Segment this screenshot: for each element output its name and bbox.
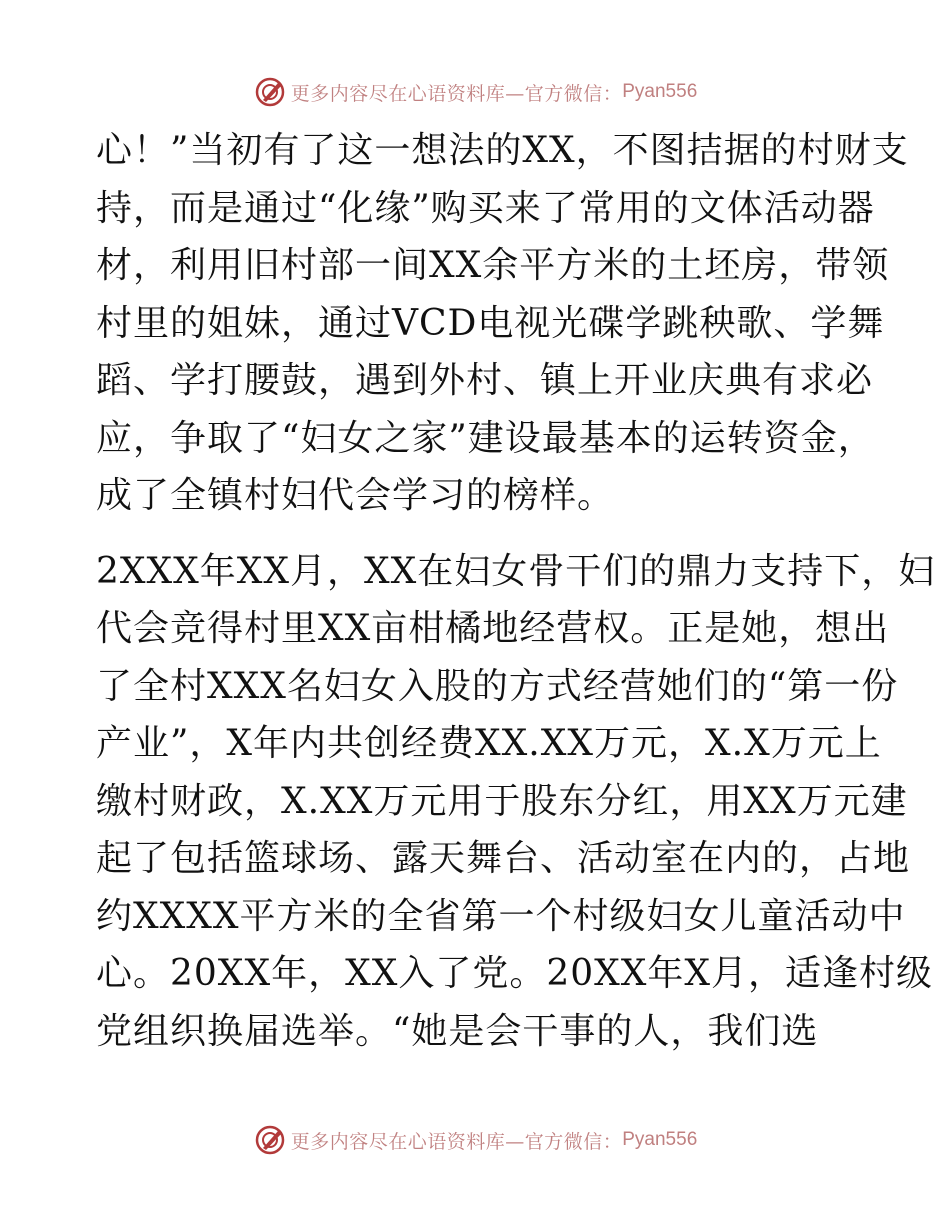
- text-line: 党组织换届选举。“她是会干事的人，我们选: [96, 1010, 819, 1052]
- text-line: 产业”，X年内共创经费XX.XX万元，X.X万元上: [96, 723, 882, 764]
- text-line: 应，争取了“妇女之家”建设最基本的运转资金，: [96, 417, 875, 459]
- text-line: 了全村XXX名妇女入股的方式经营她们的“第一份: [96, 665, 899, 707]
- text-line: 心。20XX年，XX入了党。20XX年X月，适逢村级: [96, 953, 934, 994]
- footer-wechat-id: Pyan556: [622, 1129, 698, 1150]
- brand-logo-icon: [253, 1123, 287, 1157]
- header-wechat-id: Pyan556: [622, 81, 698, 102]
- header-banner-text: 更多内容尽在心语资料库—官方微信：: [290, 82, 623, 105]
- paragraph-1: [96, 122, 909, 525]
- text-line: 成了全镇村妇代会学习的榜样。: [96, 475, 615, 516]
- text-line: 材，利用旧村部一间XX余平方米的土坯房，带领: [96, 245, 890, 286]
- footer-banner: [0, 1120, 950, 1160]
- text-line: 起了包括篮球场、露天舞台、活动室在内的，占地: [96, 838, 911, 879]
- text-line: 村里的姐妹，通过VCD电视光碟学跳秧歌、学舞: [96, 302, 885, 344]
- text-line: 蹈、学打腰鼓，遇到外村、镇上开业庆典有求必: [96, 360, 874, 401]
- header-banner: [0, 72, 950, 112]
- text-line: 代会竞得村里XX亩柑橘地经营权。正是她，想出: [96, 608, 890, 649]
- paragraph-2: [96, 543, 936, 1061]
- footer-banner-text: 更多内容尽在心语资料库—官方微信：: [290, 1130, 623, 1153]
- text-line: 心！”当初有了这一想法的XX，不图拮据的村财支: [96, 130, 909, 171]
- document-body: [96, 122, 936, 1060]
- text-line: 缴村财政，X.XX万元用于股东分红，用XX万元建: [96, 780, 908, 822]
- text-line: 约XXXX平方米的全省第一个村级妇女儿童活动中: [96, 895, 906, 937]
- text-line: 2XXX年XX月，XX在妇女骨干们的鼎力支持下，妇: [96, 550, 936, 592]
- brand-logo-icon: [253, 75, 287, 109]
- text-line: 持，而是通过“化缘”购买来了常用的文体活动器: [96, 187, 875, 229]
